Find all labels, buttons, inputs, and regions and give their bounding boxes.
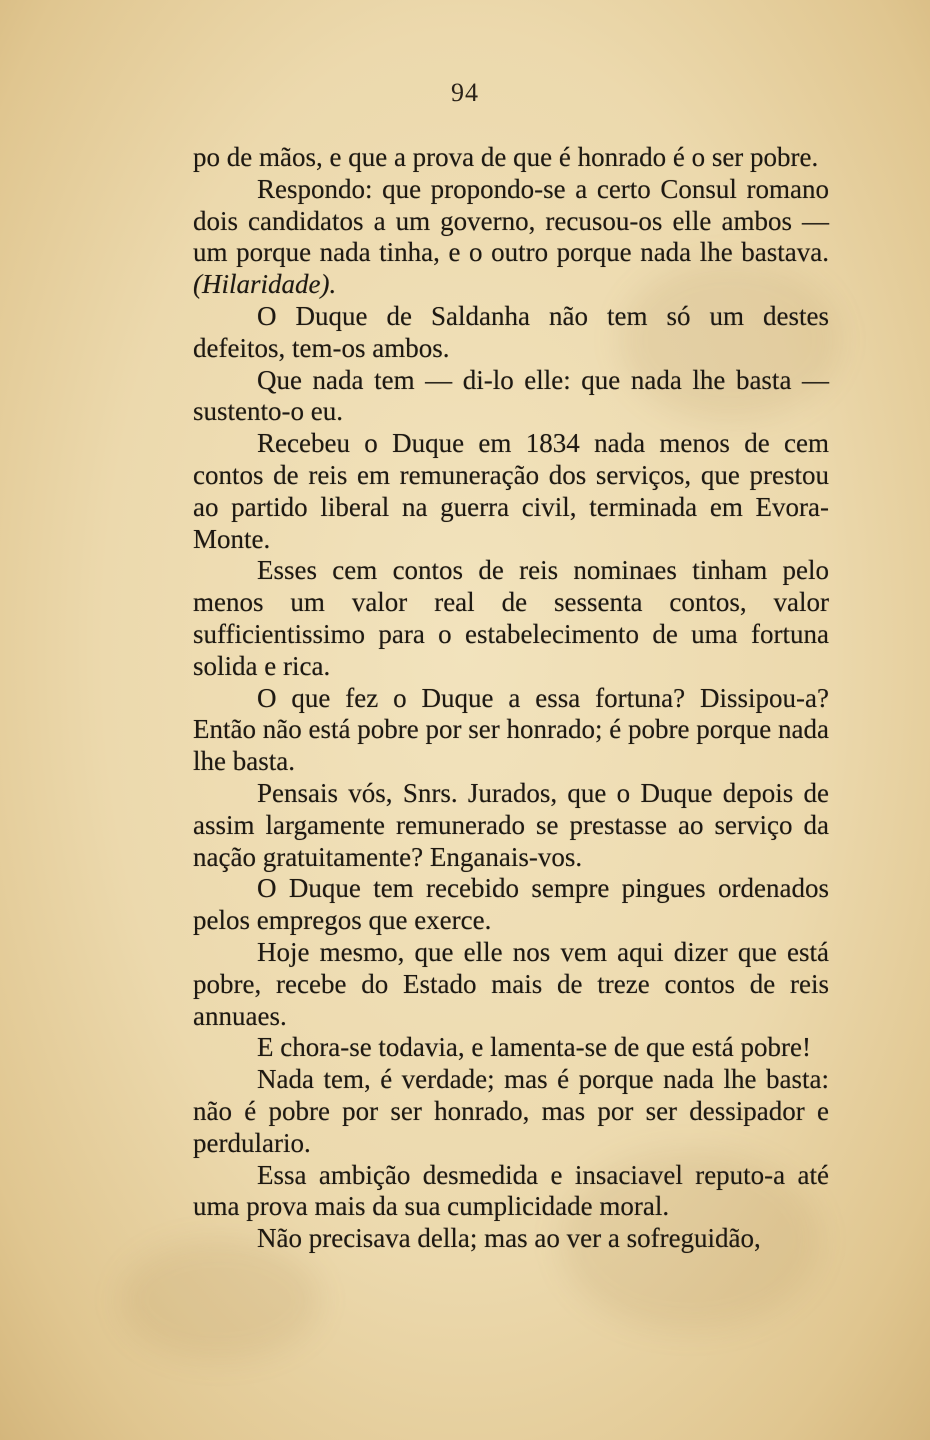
paragraph: Recebeu o Duque em 1834 nada menos de cem contos de reis em remuneração dos serviços, que prestou ao partido liberal na guerra civil, terminada em Evora-Monte. — [193, 428, 829, 554]
paragraph: O Duque de Saldanha não tem só um destes defeitos, tem-os ambos. — [193, 300, 829, 363]
paragraph: Pensais vós, Snrs. Jurados, que o Duque depois de assim largamente remunerado se prestasse ao serviço da nação gratuitamente? Enganais-vos. — [193, 777, 829, 872]
paragraph: Nada tem, é verdade; mas é porque nada lhe basta: não é pobre por ser honrado, mas por ser dessipador e perdulario. — [193, 1064, 829, 1158]
paragraph: Não precisava della; mas ao ver a sofreguidão, — [257, 1223, 761, 1254]
paragraph: po de mãos, e que a prova de que é honrado é o ser pobre. — [193, 142, 819, 172]
page-number: 94 — [451, 78, 479, 107]
paragraph: Esses cem contos de reis nominaes tinham pelo menos um valor real de sessenta contos, valor sufficientissimo para o estabelecimento de uma fortuna solida e rica. — [193, 555, 829, 681]
paragraph: Essa ambição desmedida e insaciavel reputo-a até uma prova mais da sua cumplicidade moral. — [193, 1159, 829, 1222]
paragraph: O que fez o Duque a essa fortuna? Dissipou-a? Então não está pobre por ser honrado; é pobre porque nada lhe basta. — [193, 682, 829, 777]
paragraph: Que nada tem — di-lo elle: que nada lhe basta — sustento-o eu. — [193, 364, 829, 427]
paper-stain — [120, 1240, 320, 1360]
emphasis-text: (Hilaridade). — [193, 269, 337, 300]
page-body-text — [193, 142, 829, 1255]
paragraph: O Duque tem recebido sempre pingues ordenados pelos empregos que exerce. — [193, 873, 829, 936]
paragraph: Respondo: que propondo-se a certo Consul romano dois candidatos a um governo, recusou-os elle ambos — um porque nada tinha, e o outro porque nada lhe bastava. (Hilaridade). — [193, 173, 829, 300]
paragraph: E chora-se todavia, e lamenta-se de que está pobre! — [257, 1032, 811, 1063]
paragraph: Hoje mesmo, que elle nos vem aqui dizer que está pobre, recebe do Estado mais de treze contos de reis annuaes. — [193, 936, 829, 1031]
